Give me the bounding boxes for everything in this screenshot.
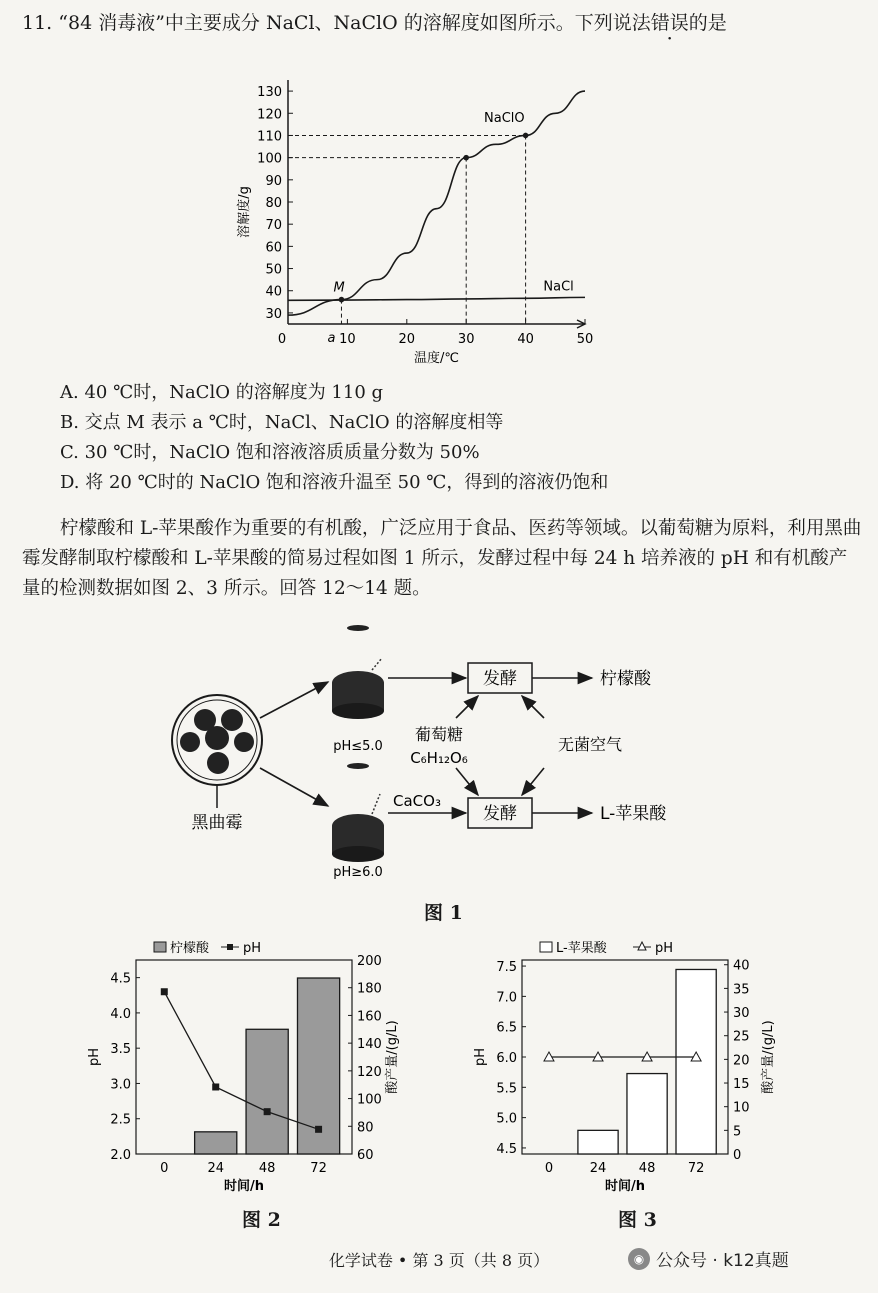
ph-line <box>164 992 318 1130</box>
y2-tick-label: 15 <box>733 1077 750 1093</box>
bar <box>676 969 716 1154</box>
option-c: C. 30 ℃时，NaClO 饱和溶液溶质质量分数为 50% <box>60 442 480 463</box>
x-tick-label: 24 <box>207 1161 224 1176</box>
y2-tick-label: 80 <box>357 1120 374 1136</box>
x-tick-label: 0 <box>160 1161 169 1176</box>
y-tick-label: 6.5 <box>496 1020 517 1036</box>
data-point <box>463 155 469 161</box>
x-tick-label: 72 <box>310 1161 327 1176</box>
x-tick-label: 20 <box>398 332 416 347</box>
x-axis-label: 温度/℃ <box>414 351 459 366</box>
legend-line-marker <box>227 944 233 950</box>
y2-tick-label: 10 <box>733 1100 750 1116</box>
y2-tick-label: 100 <box>357 1092 382 1108</box>
figure-3-caption: 图 3 <box>618 1209 657 1231</box>
glucose-formula: C₆H₁₂O₆ <box>410 749 468 767</box>
x-axis-label: 时间/h <box>223 1179 265 1194</box>
figure-2-chart <box>80 938 410 1200</box>
y-tick-label: 130 <box>257 85 282 101</box>
legend-line-label: pH <box>243 941 262 956</box>
ferment-label-bottom: 发酵 <box>483 804 517 824</box>
product-malic-acid: L-苹果酸 <box>600 804 667 824</box>
figure-1-caption: 图 1 <box>424 902 463 924</box>
ph-point <box>264 1108 271 1115</box>
y-tick-label: 4.5 <box>110 971 131 987</box>
legend-line-label: pH <box>655 941 674 956</box>
mold-label: 黑曲霉 <box>191 813 243 833</box>
y2-tick-label: 200 <box>357 954 382 969</box>
y-tick-label: 7.5 <box>496 960 517 976</box>
figure-2-caption: 图 2 <box>242 1209 281 1231</box>
figure-3-chart <box>458 938 798 1200</box>
y-tick-label: 50 <box>265 262 282 278</box>
ph-high-label: pH≥6.0 <box>333 865 383 880</box>
y-tick-label: 90 <box>265 173 282 189</box>
y-axis-label: 溶解度/g <box>237 186 252 238</box>
y-tick-label: 2.0 <box>110 1148 131 1163</box>
sterile-air-label: 无菌空气 <box>558 735 623 754</box>
data-point <box>339 297 345 303</box>
y-tick-label: 4.0 <box>110 1006 131 1022</box>
question-11-stem <box>22 8 727 35</box>
glucose-label: 葡萄糖 <box>414 725 464 744</box>
y-tick-label: 80 <box>265 196 282 211</box>
ph-point <box>161 988 168 995</box>
y2-tick-label: 20 <box>733 1053 750 1069</box>
x-tick-label: 50 <box>576 332 594 347</box>
petri-dish-icon <box>172 695 262 785</box>
bar <box>246 1029 288 1154</box>
bar <box>195 1132 237 1154</box>
y-axis-label: pH <box>473 1047 488 1067</box>
caco3-label: CaCO₃ <box>393 792 441 810</box>
y2-tick-label: 160 <box>357 1009 382 1025</box>
figure-1-process-diagram <box>160 618 720 888</box>
x-axis-label: 时间/h <box>604 1179 646 1194</box>
y-tick-label: 3.0 <box>110 1077 131 1093</box>
y-tick-label: 5.5 <box>496 1081 517 1097</box>
wechat-icon: ◉ <box>628 1248 650 1270</box>
flask-upper-icon <box>332 625 384 719</box>
y2-tick-label: 180 <box>357 981 382 997</box>
y-tick-label: 7.0 <box>496 990 517 1006</box>
legend-bar-label: 柠檬酸 <box>170 941 210 956</box>
bar <box>627 1074 667 1154</box>
x-tick-label: 0 <box>544 1161 554 1176</box>
x-tick-label: 10 <box>339 332 356 347</box>
series-label: NaClO <box>484 111 525 127</box>
watermark: ◉ 公众号 · k12真题 <box>628 1246 789 1271</box>
page-footer: 化学试卷 • 第 3 页（共 8 页） <box>328 1251 550 1270</box>
ph-low-label: pH≤5.0 <box>333 739 383 754</box>
legend-line-marker <box>638 942 646 950</box>
stem-text: “84 消毒液”中主要成分 NaCl、NaClO 的溶解度如图所示。下列说法 <box>58 12 651 34</box>
y-tick-label: 30 <box>265 306 282 322</box>
y-tick-label: 70 <box>265 218 282 234</box>
legend-bar-swatch <box>540 942 552 952</box>
y2-tick-label: 25 <box>733 1029 750 1045</box>
y-tick-label: 2.5 <box>110 1112 131 1128</box>
y2-tick-label: 0 <box>733 1148 742 1163</box>
y2-tick-label: 60 <box>357 1148 374 1163</box>
y2-axis-label: 酸产量/(g/L) <box>761 1020 776 1094</box>
x-tick-label: 24 <box>589 1161 607 1176</box>
y-axis-label: pH <box>87 1047 102 1067</box>
y-tick-label: 110 <box>257 129 282 145</box>
y-tick-label: 60 <box>265 240 282 256</box>
y-tick-label: 6.0 <box>496 1051 517 1066</box>
y2-tick-label: 40 <box>733 958 750 974</box>
flask-lower-icon <box>332 763 384 862</box>
origin-label: 0 <box>277 332 287 347</box>
y-tick-label: 40 <box>265 284 282 300</box>
option-d: D. 将 20 ℃时的 NaClO 饱和溶液升温至 50 ℃，得到的溶液仍饱和 <box>60 472 609 493</box>
solubility-chart <box>230 72 610 367</box>
y2-tick-label: 30 <box>733 1006 750 1022</box>
x-tick-label: 30 <box>457 332 475 347</box>
x-tick-label: 72 <box>687 1161 705 1176</box>
y2-tick-label: 140 <box>357 1037 382 1053</box>
series-label: NaCl <box>543 279 574 295</box>
question-number: 11. <box>22 12 53 34</box>
stem-tail: 的是 <box>688 12 727 34</box>
y-tick-label: 100 <box>257 151 282 167</box>
ph-point <box>212 1083 219 1090</box>
y2-tick-label: 5 <box>733 1124 742 1140</box>
bar <box>578 1130 618 1154</box>
ph-point <box>315 1126 322 1133</box>
ferment-label-top: 发酵 <box>483 669 517 689</box>
y-tick-label: 5.0 <box>496 1111 517 1127</box>
x-tick-label: 48 <box>638 1161 656 1176</box>
x-tick-label: 40 <box>517 332 534 347</box>
emphasis-text: 错误 <box>650 12 689 34</box>
legend-bar-label: L-苹果酸 <box>556 941 607 956</box>
y2-tick-label: 35 <box>733 982 750 998</box>
x-tick-label: 48 <box>258 1161 276 1176</box>
product-citric-acid: 柠檬酸 <box>600 669 651 689</box>
y2-tick-label: 120 <box>357 1064 382 1080</box>
y-tick-label: 4.5 <box>496 1141 517 1157</box>
a-label: a <box>327 331 336 346</box>
y-tick-label: 3.5 <box>110 1042 131 1058</box>
point-m-label: M <box>333 280 345 296</box>
option-b: B. 交点 M 表示 a ℃时，NaCl、NaClO 的溶解度相等 <box>60 412 504 433</box>
data-point <box>523 133 529 139</box>
legend-bar-swatch <box>154 942 166 952</box>
y-tick-label: 120 <box>257 107 282 123</box>
option-a: A. 40 ℃时，NaClO 的溶解度为 110 g <box>60 382 384 403</box>
y2-axis-label: 酸产量/(g/L) <box>385 1020 400 1094</box>
passage: 柠檬酸和 L-苹果酸作为重要的有机酸，广泛应用于食品、医药等领域。以葡萄糖为原料，利用黑曲霉发酵制取柠檬酸和 L-苹果酸的简易过程如图 1 所示，发酵过程中每 24 h 培养液的 pH 和有机酸产量的检测数据如图 2、3 所示。回答 12～14 题。 <box>22 518 862 599</box>
